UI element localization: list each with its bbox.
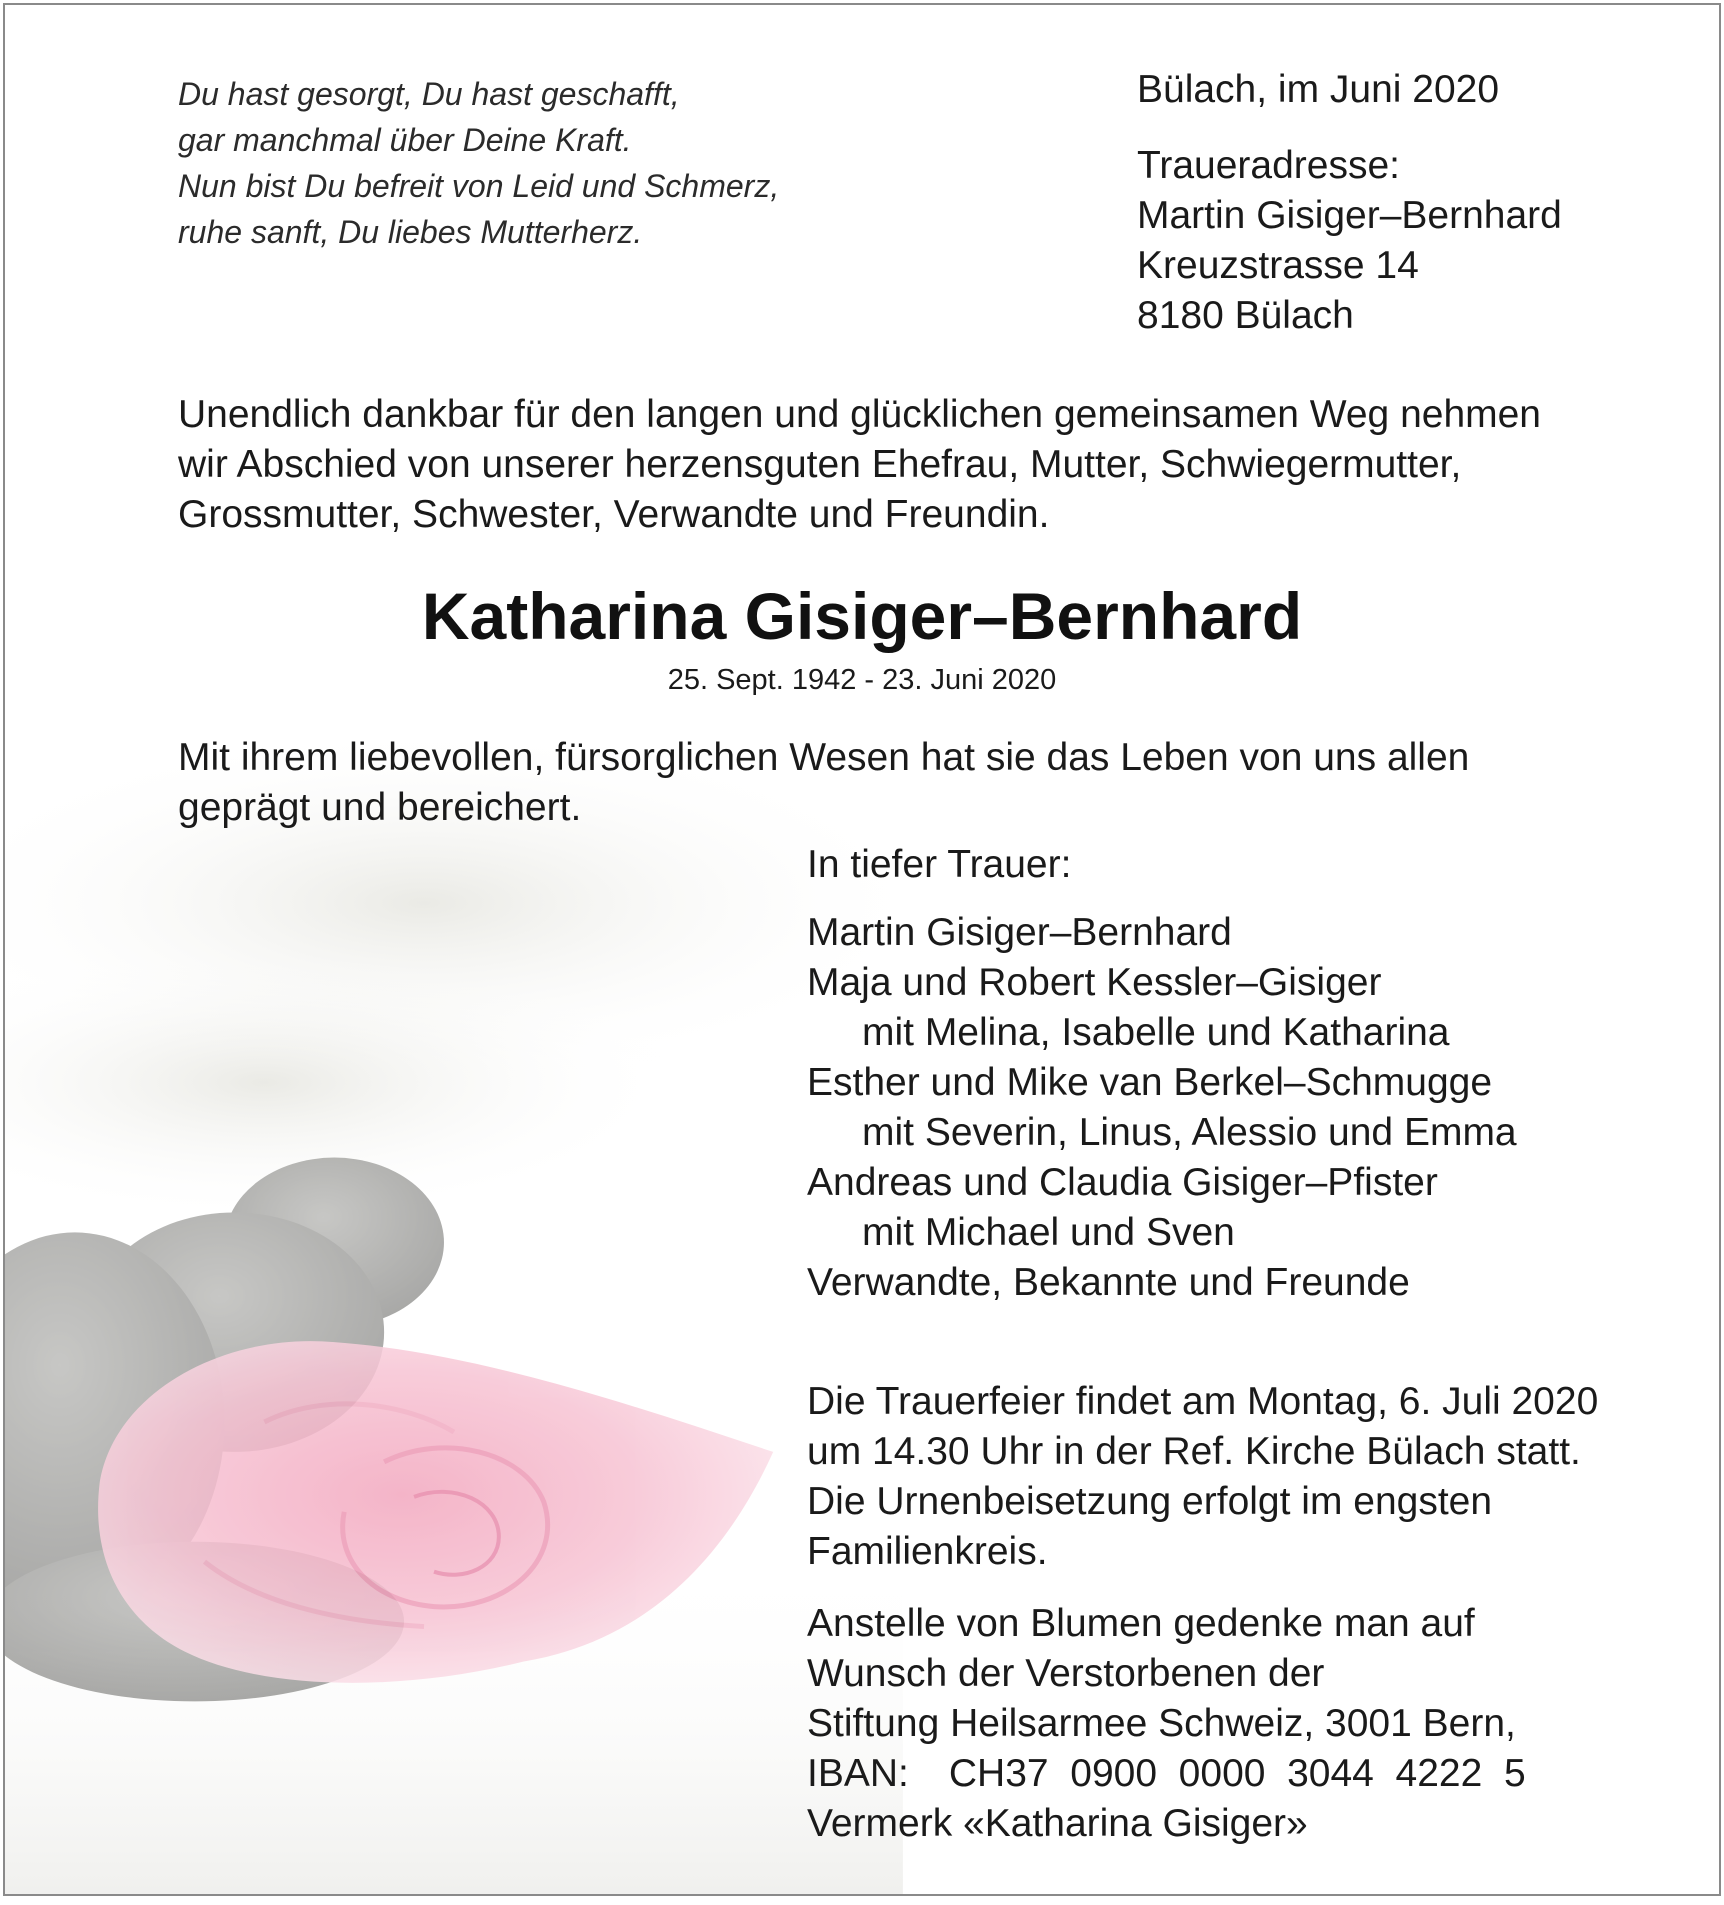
poem-line: gar manchmal über Deine Kraft. bbox=[178, 122, 632, 158]
family-children: mit Melina, Isabelle und Katharina bbox=[862, 1011, 1450, 1054]
family-member: Andreas und Claudia Gisiger–Pfister bbox=[807, 1161, 1438, 1204]
obituary-page bbox=[3, 3, 1721, 1896]
family-list bbox=[807, 908, 1517, 1308]
mourning-label: In tiefer Trauer: bbox=[807, 843, 1072, 886]
ceremony-line: Familienkreis. bbox=[807, 1530, 1048, 1573]
mourning-address bbox=[1137, 141, 1562, 341]
intro-line: wir Abschied von unserer herzensguten Ehefrau, Mutter, Schwiegermutter, bbox=[178, 443, 1462, 486]
ceremony-line: Die Trauerfeier findet am Montag, 6. Juli 2020 bbox=[807, 1380, 1599, 1423]
ceremony-info bbox=[807, 1377, 1598, 1577]
deceased-name: Katharina Gisiger–Bernhard bbox=[421, 579, 1303, 653]
iban-row bbox=[807, 1749, 1526, 1799]
intro-line: Grossmutter, Schwester, Verwandte und Freundin. bbox=[178, 493, 1050, 536]
tribute-line: Mit ihrem liebevollen, fürsorglichen Wesen hat sie das Leben von uns allen bbox=[178, 736, 1470, 779]
address-street: Kreuzstrasse 14 bbox=[1137, 244, 1419, 287]
poem-line: Nun bist Du befreit von Leid und Schmerz, bbox=[178, 168, 780, 204]
family-children: mit Michael und Sven bbox=[862, 1211, 1235, 1254]
tribute-text bbox=[178, 733, 1469, 833]
poem bbox=[178, 71, 779, 255]
family-member: Maja und Robert Kessler–Gisiger bbox=[807, 961, 1382, 1004]
address-name: Martin Gisiger–Bernhard bbox=[1137, 194, 1562, 237]
iban-value: CH37 0900 0000 3044 4222 5 bbox=[948, 1752, 1526, 1795]
address-label: Traueradresse: bbox=[1137, 144, 1401, 187]
place-date: Bülach, im Juni 2020 bbox=[1137, 68, 1500, 111]
ceremony-line: Die Urnenbeisetzung erfolgt im engsten bbox=[807, 1480, 1493, 1523]
family-member: Esther und Mike van Berkel–Schmugge bbox=[807, 1061, 1493, 1104]
ceremony-line: um 14.30 Uhr in der Ref. Kirche Bülach statt. bbox=[807, 1430, 1581, 1473]
poem-line: ruhe sanft, Du liebes Mutterherz. bbox=[178, 214, 643, 250]
intro-text bbox=[178, 390, 1541, 540]
donation-line: Wunsch der Verstorbenen der bbox=[807, 1652, 1325, 1695]
life-dates: 25. Sept. 1942 - 23. Juni 2020 bbox=[667, 664, 1057, 696]
donation-line: Stiftung Heilsarmee Schweiz, 3001 Bern, bbox=[807, 1702, 1516, 1745]
family-children: mit Severin, Linus, Alessio und Emma bbox=[862, 1111, 1517, 1154]
tribute-line: geprägt und bereichert. bbox=[178, 786, 582, 829]
donation-line: Anstelle von Blumen gedenke man auf bbox=[807, 1602, 1475, 1645]
poem-line: Du hast gesorgt, Du hast geschafft, bbox=[178, 76, 680, 112]
address-city: 8180 Bülach bbox=[1137, 294, 1354, 337]
donation-note: Vermerk «Katharina Gisiger» bbox=[807, 1802, 1308, 1845]
donation-info bbox=[807, 1599, 1526, 1849]
family-member: Martin Gisiger–Bernhard bbox=[807, 911, 1232, 954]
iban-label: IBAN: bbox=[807, 1752, 909, 1795]
family-member: Verwandte, Bekannte und Freunde bbox=[807, 1261, 1410, 1304]
intro-line: Unendlich dankbar für den langen und glücklichen gemeinsamen Weg nehmen bbox=[178, 393, 1542, 436]
